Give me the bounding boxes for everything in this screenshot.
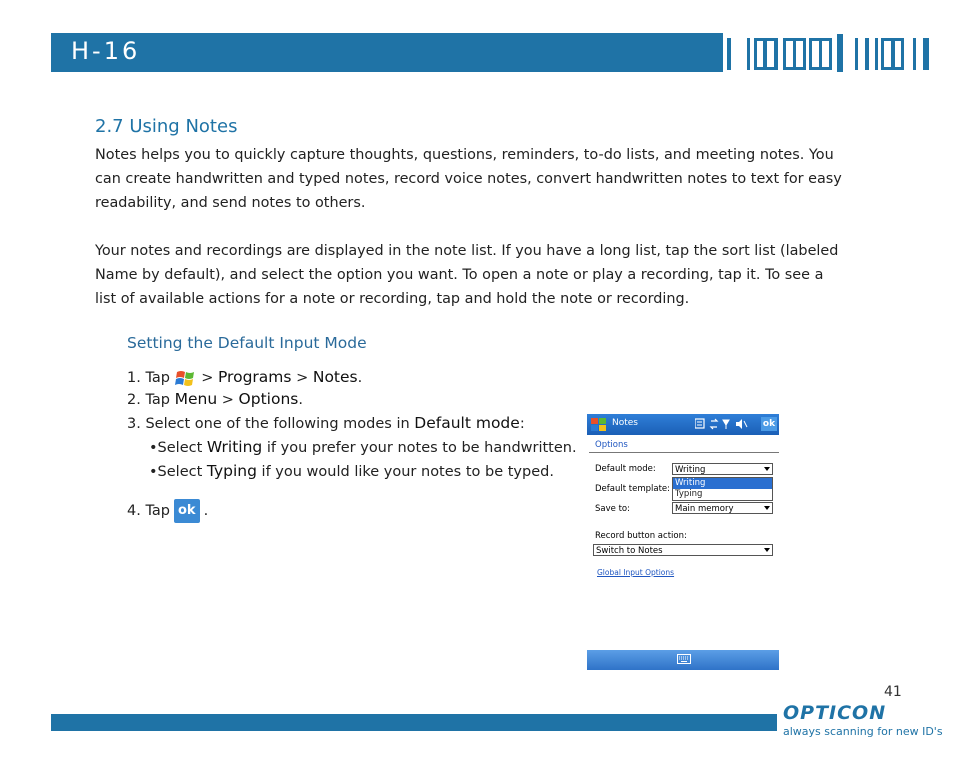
default-mode-dropdown [672,477,773,501]
paragraph-line: readability, and send notes to others. [95,195,366,211]
notes-keyword: Notes [312,368,358,386]
writing-keyword: Writing [206,438,263,456]
bullet-writing [149,437,577,458]
tagline: always scanning for new ID's [783,725,943,738]
default-mode-label: Default mode: [595,464,656,474]
menu-keyword: Menu [174,390,218,408]
step-text: > [291,370,313,386]
step-text: 2. Tap [127,392,175,408]
windows-start-icon[interactable] [590,417,608,432]
step-text: 1. Tap [127,370,170,386]
device-ok-button[interactable]: ok [762,419,776,429]
paragraph-line: Your notes and recordings are displayed in the note list. If you have a long list, tap the sort list (labeled [95,243,839,259]
dropdown-option-writing[interactable]: Writing [673,478,772,489]
record-button-label: Record button action: [595,531,687,541]
step-text: . [298,392,303,408]
step-1 [127,367,362,388]
keyboard-icon[interactable] [677,654,691,664]
record-button-select[interactable] [593,544,773,556]
step-4 [127,499,208,523]
default-mode-keyword: Default mode [414,414,520,432]
paragraph-line: can create handwritten and typed notes, record voice notes, convert handwritten notes to text for easy [95,171,842,187]
record-button-value: Switch to Notes [596,546,663,556]
bullet-text: if you prefer your notes to be handwritten. [262,440,577,456]
opticon-logo: OPTICON [783,702,887,724]
paragraph-line: list of available actions for a note or recording, tap and hold the note or recording. [95,291,690,307]
divider [589,452,779,453]
bullet-text: if you would like your notes to be typed. [256,464,554,480]
paragraph-line: Name by default), and select the option you want. To open a note or play a recording, tap it. To see a [95,267,824,283]
barcode-graphic [727,34,937,74]
step-3 [127,413,525,434]
bullet-typing [149,461,554,482]
typing-keyword: Typing [206,462,257,480]
device-bottom-bar [587,650,779,670]
default-template-label: Default template: [595,484,670,494]
dropdown-option-typing[interactable]: Typing [675,489,703,499]
header-bar [51,33,723,72]
chevron-down-icon [764,548,770,552]
status-icons [695,418,757,431]
dropdown-button[interactable] [761,464,772,474]
step-2 [127,389,303,410]
chevron-down-icon [764,506,770,510]
device-screenshot [587,414,779,670]
chevron-down-icon [764,467,770,471]
step-text: : [519,416,525,432]
page-number: 41 [884,684,902,700]
step-text: > [201,370,218,386]
bullet-text: •Select [149,440,207,456]
section-title: 2.7 Using Notes [95,116,238,137]
step-text: > [217,392,239,408]
step-text: 4. Tap [127,503,170,519]
programs-keyword: Programs [217,368,292,386]
header-title: H-16 [71,37,141,65]
default-mode-value: Writing [675,465,706,475]
footer-bar [51,714,777,731]
global-input-options-link[interactable]: Global Input Options [597,568,675,577]
step-text: . [203,503,209,519]
options-keyword: Options [238,390,299,408]
subsection-title: Setting the Default Input Mode [127,334,367,352]
ok-icon: ok [174,499,200,523]
device-titlebar [587,414,779,435]
save-to-label: Save to: [595,504,630,514]
device-app-title: Notes [612,418,638,428]
windows-start-icon [175,368,197,388]
save-to-value: Main memory [675,504,734,514]
bullet-text: •Select [149,464,207,480]
default-mode-select[interactable] [672,463,773,475]
step-text: 3. Select one of the following modes in [127,416,415,432]
tab-options[interactable]: Options [595,440,628,450]
save-to-select[interactable] [672,502,773,514]
step-text: . [357,370,363,386]
paragraph-line: Notes helps you to quickly capture thoughts, questions, reminders, to-do lists, and meeting notes. You [95,147,834,163]
